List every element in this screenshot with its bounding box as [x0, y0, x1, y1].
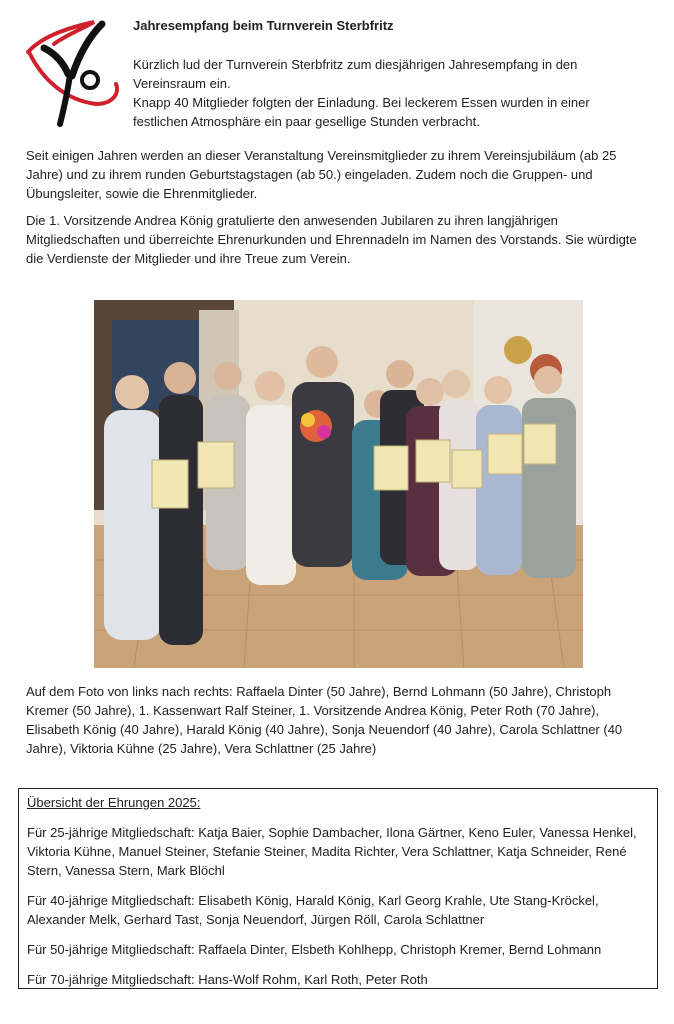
body-paragraph-2: Die 1. Vorsitzende Andrea König gratulierte den anwesenden Jubilaren zu ihren langjährigen Mitgliedschaften und überreichte Ehrenurkunden und Ehrennadeln im Namen des Vorstands. Sie würdigte die Verdienste der Mitglieder und ihre Treue zum Verein.: [26, 213, 637, 266]
body-paragraph-1: Seit einigen Jahren werden an dieser Veranstaltung Vereinsmitglieder zu ihrem Vereinsjubiläum (ab 25 Jahre) und zu ihrem runden Geburtstagstagen (ab 50.) eingeladen. Zudem noch die Gruppen- und Übungsleiter, sowie die Ehrenmitglieder.: [26, 148, 617, 201]
article-title: Jahresempfang beim Turnverein Sterbfritz: [133, 18, 394, 33]
photo-caption: Auf dem Foto von links nach rechts: Raffaela Dinter (50 Jahre), Bernd Lohmann (50 Jahre), Christoph Kremer (50 Jahre), 1. Kassenwart Ralf Steiner, 1. Vorsitzende Andrea König, Peter Roth (70 Jahre), Elisabeth König (40 Jahre), Harald König (40 Jahre), Sonja Neuendorf (40 Jahre), Carola Schlattner (40 Jahre), Viktoria Kühne (25 Jahre), Vera Schlattner (25 Jahre): [26, 684, 623, 756]
honors-25-years: Für 25-jährige Mitgliedschaft: Katja Baier, Sophie Dambacher, Ilona Gärtner, Keno Euler, Vanessa Henkel, Viktoria Kühne, Manuel Steiner, Stefanie Steiner, Madita Richter, Vera Schlattner, Katja Schneider, René Stern, Vanessa Stern, Mark Blöchl: [27, 825, 637, 878]
group-photo: [94, 300, 583, 668]
honors-70-years: Für 70-jährige Mitgliedschaft: Hans-Wolf Rohm, Karl Roth, Peter Roth: [27, 972, 428, 987]
intro-paragraph-2: Knapp 40 Mitglieder folgten der Einladung. Bei leckerem Essen wurden in einer festlichen Atmosphäre ein paar gesellige Stunden verbracht.: [133, 95, 590, 129]
intro-paragraph-1: Kürzlich lud der Turnverein Sterbfritz zum diesjährigen Jahresempfang in den Vereinsraum ein.: [133, 57, 578, 91]
article-intro: [133, 55, 633, 131]
honors-40-years: Für 40-jährige Mitgliedschaft: Elisabeth König, Harald König, Karl Georg Krahle, Ute Stang-Kröckel, Alexander Melk, Gerhard Tast, Sonja Neuendorf, Jürgen Röll, Carola Schlattner: [27, 893, 599, 927]
honors-overview-box: [18, 788, 658, 989]
honors-heading: Übersicht der Ehrungen 2025:: [27, 795, 201, 810]
club-logo: [24, 18, 124, 128]
honors-50-years: Für 50-jährige Mitgliedschaft: Raffaela Dinter, Elsbeth Kohlhepp, Christoph Kremer, Bernd Lohmann: [27, 942, 602, 957]
